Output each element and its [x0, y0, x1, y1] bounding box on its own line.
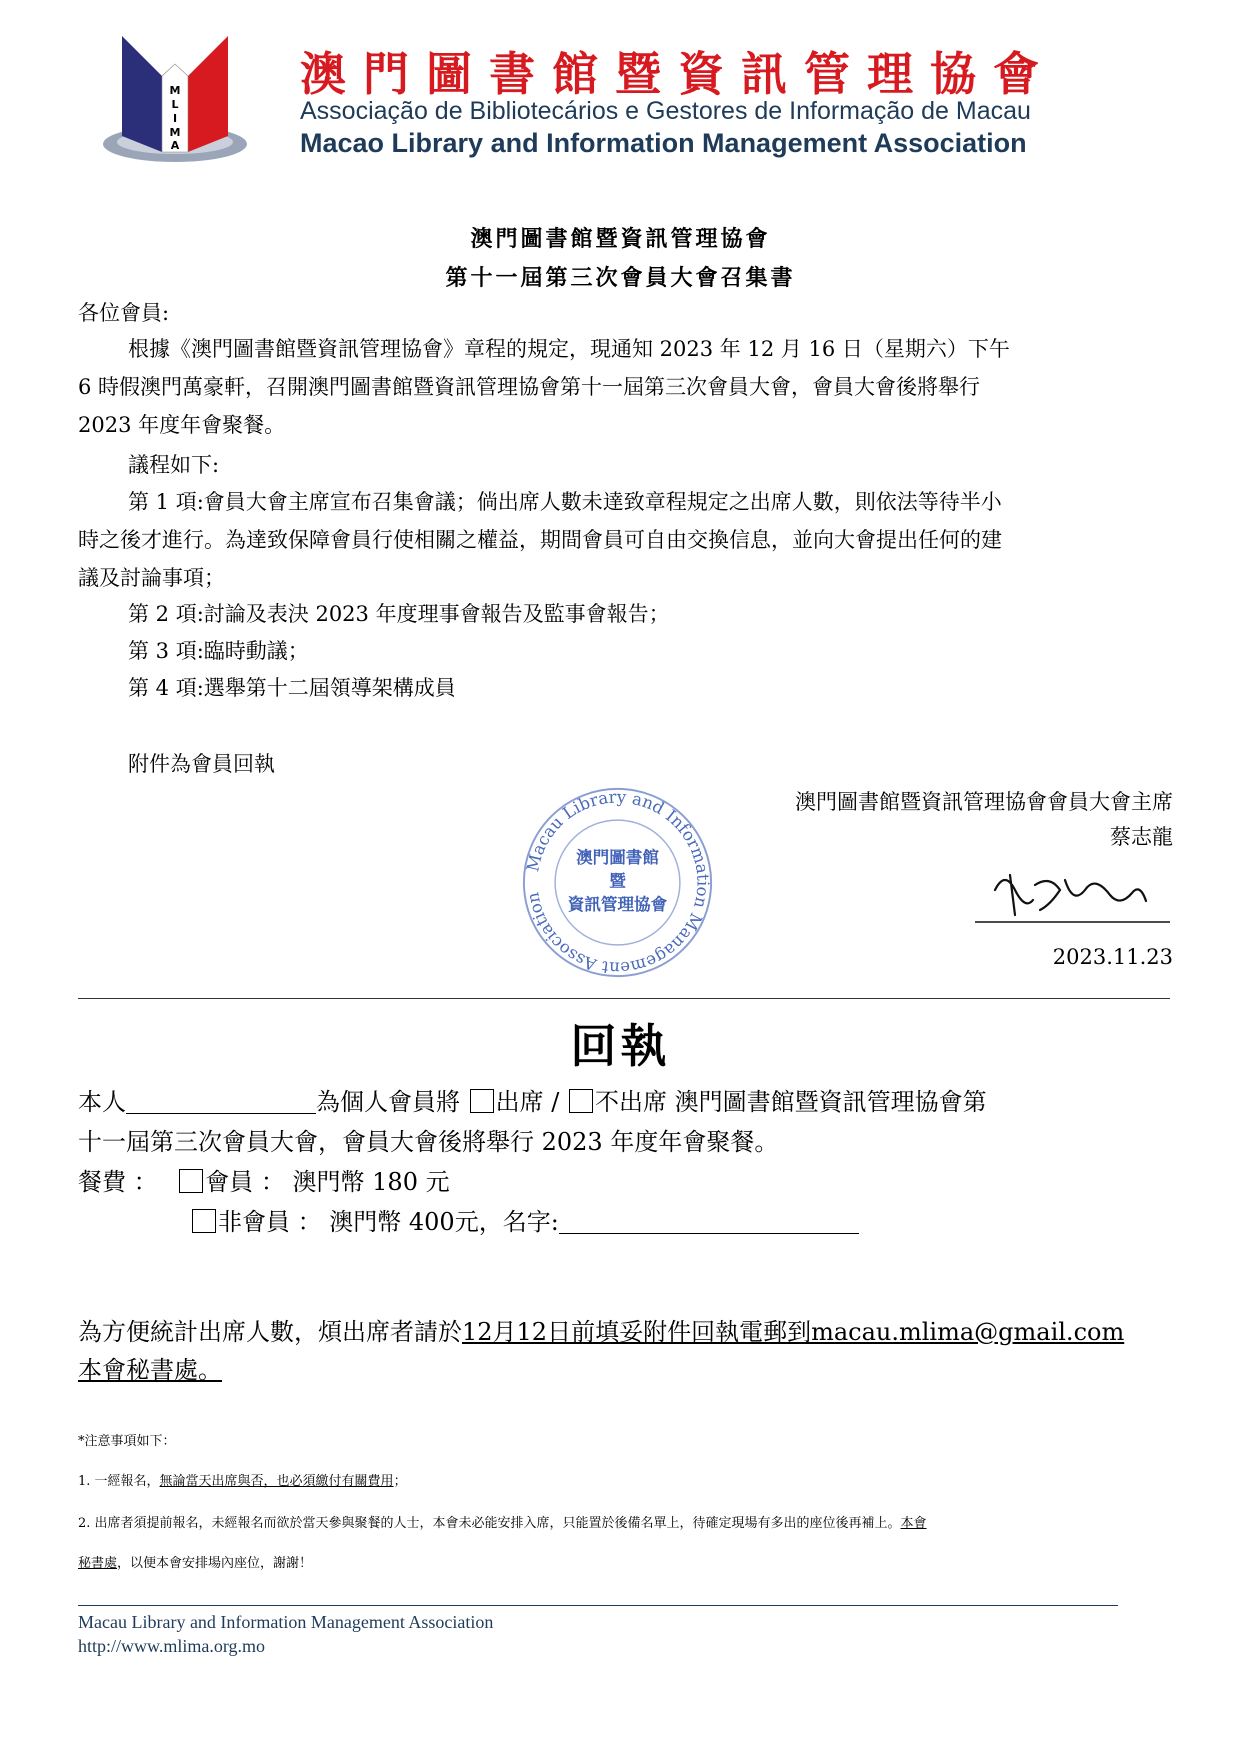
- note-2-line-2: [78, 1552, 312, 1571]
- reminder-text: 本會秘書處。: [78, 1356, 222, 1384]
- paragraph-line: 議及討論事項；: [78, 566, 225, 590]
- footer-website-link[interactable]: http://www.mlima.org.mo: [78, 1636, 265, 1656]
- agenda-item-2: 第 2 項:討論及表決 2023 年度理事會報告及監事會報告；: [128, 602, 670, 626]
- stamp-text: 暨: [609, 871, 626, 891]
- notice-title-line2: 第十一屆第三次會員大會召集書: [445, 265, 796, 291]
- agenda-item-1: [78, 483, 1178, 597]
- note-text: 無論當天出席與否，也必須繳付有關費用: [159, 1474, 394, 1489]
- receipt-text: 為個人會員將: [316, 1088, 460, 1116]
- section-divider: [78, 998, 1170, 999]
- notes-heading: *注意事項如下：: [78, 1434, 176, 1449]
- note-text: 本會: [900, 1516, 927, 1531]
- handwritten-signature: [975, 860, 1175, 930]
- not-attend-checkbox[interactable]: [569, 1089, 593, 1113]
- stamp-text: 澳門圖書館: [576, 848, 659, 867]
- note-text: 秘書處: [78, 1556, 118, 1571]
- attend-label: 出席: [495, 1088, 544, 1116]
- note-2-line-1: [78, 1512, 927, 1531]
- svg-text:Macau Library and Information: Macau Library and Information Management Association: [523, 787, 713, 978]
- org-name-chinese: 澳門圖書館暨資訊管理協會: [300, 47, 1056, 101]
- svg-text:M: M: [169, 126, 181, 139]
- paragraph-line: 2023 年度年會聚餐。: [78, 413, 286, 437]
- reply-reminder: [78, 1312, 1124, 1352]
- non-member-fee-label: 非會員 ： 澳門幣 400元，名字:: [218, 1208, 559, 1236]
- fee-non-member-row: [190, 1202, 859, 1242]
- not-attend-label: 不出席: [595, 1088, 668, 1116]
- receipt-text: 澳門圖書館暨資訊管理協會第: [674, 1088, 987, 1116]
- fee-member-row: [78, 1162, 450, 1202]
- note-text: 1. 一經報名，: [78, 1474, 160, 1489]
- reminder-deadline-email: 12月12日前填妥附件回執電郵到macau.mlima@gmail.com: [462, 1318, 1125, 1346]
- signer-title: 澳門圖書館暨資訊管理協會會員大會主席: [795, 790, 1173, 814]
- svg-text:M: M: [169, 84, 181, 97]
- member-fee-checkbox[interactable]: [179, 1169, 203, 1193]
- association-logo: [100, 26, 250, 166]
- agenda-item-4: 第 4 項:選舉第十二屆領導架構成員: [128, 676, 456, 700]
- note-text: 2. 出席者須提前報名，未經報名而欲於當天參與聚餐的人士，本會未必能安排入席，只能置於後備名單上，待確定現場有多出的座位後再補上。: [78, 1516, 901, 1531]
- org-name-english: Macao Library and Information Management Association: [300, 128, 1027, 158]
- paragraph-line: 第 1 項:會員大會主席宣布召集會議；倘出席人數未達致章程規定之出席人數，則依法等待半小: [128, 490, 1002, 514]
- notice-date: 2023.11.23: [1052, 945, 1173, 969]
- svg-text:I: I: [172, 112, 178, 125]
- salutation: 各位會員:: [78, 301, 170, 325]
- svg-text:L: L: [171, 98, 179, 111]
- member-fee-label: 會員 ： 澳門幣 180 元: [205, 1168, 450, 1196]
- agenda-item-3: 第 3 項:臨時動議；: [128, 639, 309, 663]
- paragraph-line: 6 時假澳門萬豪軒，召開澳門圖書館暨資訊管理協會第十一屆第三次會員大會，會員大會後將舉行: [78, 375, 981, 399]
- guest-name-blank[interactable]: [559, 1207, 859, 1234]
- attachment-note: 附件為會員回執: [128, 752, 275, 776]
- receipt-line-1: [78, 1082, 987, 1122]
- non-member-fee-checkbox[interactable]: [192, 1209, 216, 1233]
- paragraph-meeting-notice: [78, 330, 1178, 444]
- note-text: ；: [393, 1474, 407, 1489]
- paragraph-line: 根據《澳門圖書館暨資訊管理協會》章程的規定，現通知 2023 年 12 月 16 日（星期六）下午: [128, 337, 1010, 361]
- attend-checkbox[interactable]: [470, 1089, 494, 1113]
- paragraph-line: 時之後才進行。為達致保障會員行使相關之權益，期間會員可自由交換信息，並向大會提出任何的建: [78, 528, 1002, 552]
- note-1: [78, 1470, 407, 1489]
- signer-name: 蔡志龍: [1110, 825, 1173, 849]
- fee-label: 餐費 ：: [78, 1168, 158, 1196]
- footer-divider: [78, 1605, 1118, 1606]
- reminder-text: 為方便統計出席人數，煩出席者請於: [78, 1318, 462, 1346]
- receipt-line-2: 十一屆第三次會員大會，會員大會後將舉行 2023 年度年會聚餐。: [78, 1128, 779, 1156]
- member-name-blank[interactable]: [126, 1087, 316, 1114]
- receipt-title: 回執: [570, 1019, 671, 1073]
- stamp-text: 資訊管理協會: [567, 894, 668, 914]
- org-name-portuguese: Associação de Bibliotecários e Gestores de Informação de Macau: [300, 97, 1031, 125]
- separator: /: [551, 1088, 560, 1116]
- receipt-text: 本人: [78, 1088, 126, 1116]
- note-text: ，以便本會安排場內座位，謝謝！: [117, 1556, 313, 1571]
- svg-text:A: A: [170, 139, 180, 152]
- footer-org-name: Macau Library and Information Management Association: [78, 1612, 494, 1632]
- association-seal-stamp: [520, 785, 715, 980]
- notice-title-line1: 澳門圖書館暨資訊管理協會: [470, 226, 771, 252]
- agenda-intro: 議程如下:: [128, 453, 220, 477]
